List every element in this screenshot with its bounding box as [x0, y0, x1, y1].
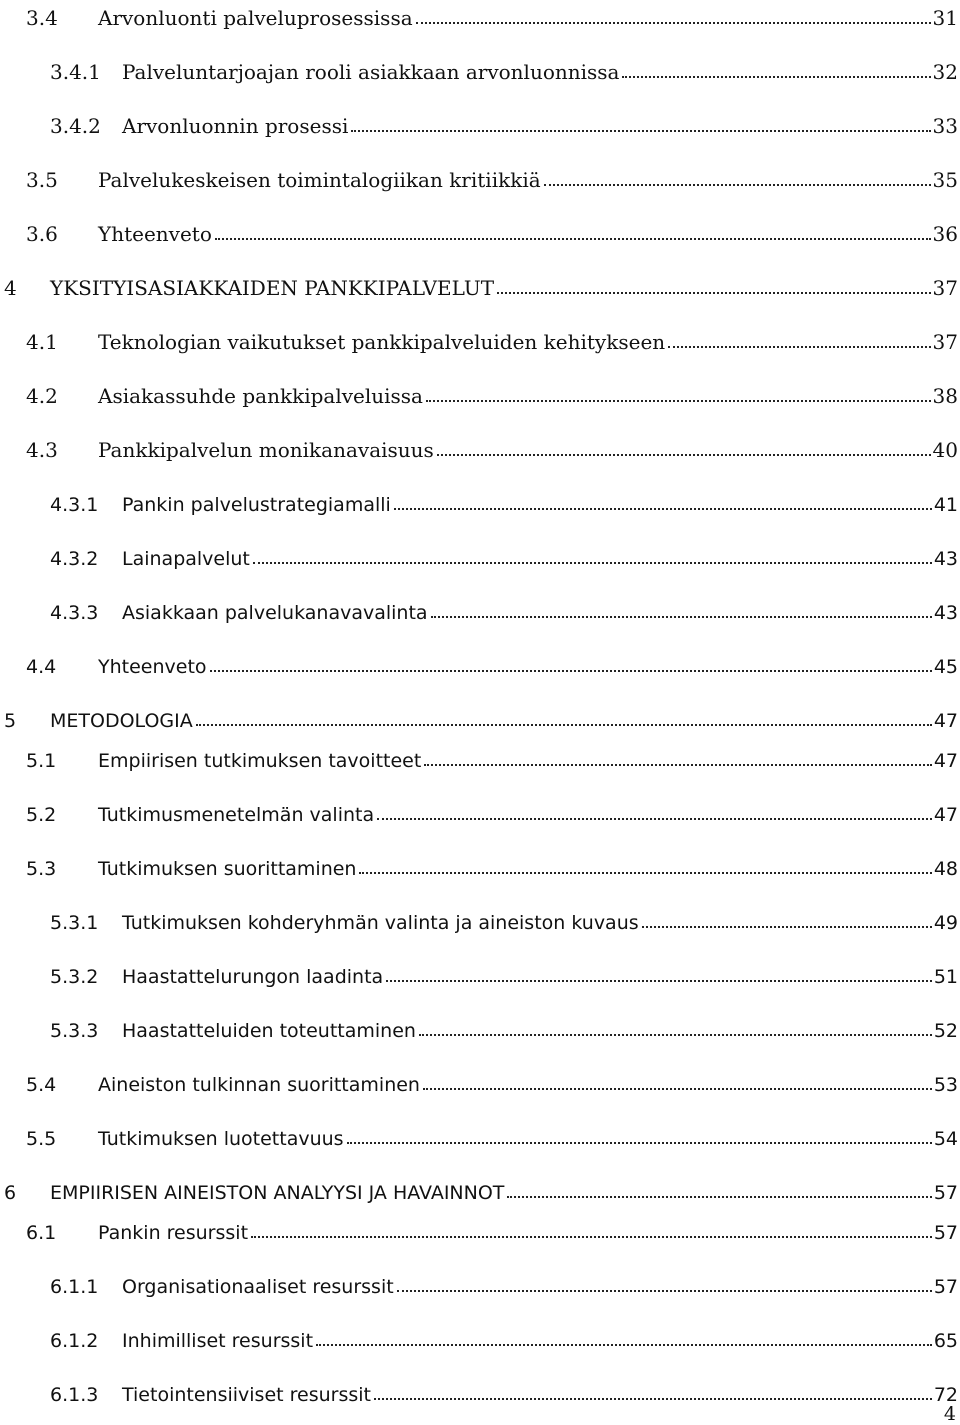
toc-entry-number: 3.6	[26, 222, 58, 246]
toc-entry-number: 6.1.1	[50, 1276, 99, 1298]
toc-entry-title: Pankin resurssit	[98, 1222, 249, 1244]
toc-entry-page: 57	[933, 1276, 958, 1298]
toc-entry-title: YKSITYISASIAKKAIDEN PANKKIPALVELUT	[50, 276, 495, 300]
toc-entry[interactable]	[0, 1322, 958, 1352]
toc-entry[interactable]	[0, 796, 958, 826]
toc-leader-dots	[622, 75, 930, 78]
toc-leader-dots	[316, 1343, 932, 1346]
toc-entry-title: Tutkimuksen luotettavuus	[98, 1128, 344, 1150]
toc-entry[interactable]	[0, 594, 958, 624]
toc-entry-number: 6.1.2	[50, 1330, 99, 1352]
toc-entry-number: 4.1	[26, 330, 58, 354]
toc-entry-title: Organisationaaliset resurssit	[122, 1276, 394, 1298]
toc-entry-number: 3.4.1	[50, 60, 101, 84]
toc-entry-page: 65	[933, 1330, 958, 1352]
toc-entry-number: 6.1.3	[50, 1384, 99, 1406]
toc-entry-page: 41	[933, 494, 958, 516]
toc-entry-page: 36	[932, 222, 958, 246]
toc-entry-title: Aineiston tulkinnan suorittaminen	[98, 1074, 420, 1096]
toc-entry[interactable]	[0, 1066, 958, 1096]
toc-leader-dots	[210, 669, 932, 672]
toc-entry-number: 5	[4, 710, 17, 732]
toc-leader-dots	[424, 763, 932, 766]
toc-entry-page: 48	[933, 858, 958, 880]
toc-entry-title: Empiirisen tutkimuksen tavoitteet	[98, 750, 422, 772]
toc-entry-title: EMPIIRISEN AINEISTON ANALYYSI JA HAVAINNOT	[50, 1182, 505, 1204]
toc-entry-page: 45	[933, 656, 958, 678]
toc-entry-title: Tutkimusmenetelmän valinta	[98, 804, 375, 826]
toc-leader-dots	[431, 615, 932, 618]
toc-entry-title: Tietointensiiviset resurssit	[122, 1384, 371, 1406]
toc-entry[interactable]	[0, 378, 958, 408]
toc-entry-page: 37	[932, 276, 958, 300]
toc-leader-dots	[397, 1289, 932, 1292]
toc-entry[interactable]	[0, 540, 958, 570]
toc-entry[interactable]	[0, 742, 958, 772]
toc-entry-number: 3.5	[26, 168, 58, 192]
toc-entry-number: 6.1	[26, 1222, 57, 1244]
toc-entry-page: 51	[933, 966, 958, 988]
toc-entry[interactable]	[0, 324, 958, 354]
toc-entry-number: 5.3.3	[50, 1020, 99, 1042]
toc-entry-title: Arvonluonti palveluprosessissa	[98, 6, 413, 30]
toc-entry[interactable]	[0, 702, 958, 732]
toc-entry-title: Palveluntarjoajan rooli asiakkaan arvonluonnissa	[122, 60, 620, 84]
toc-entry-number: 5.2	[26, 804, 57, 826]
toc-entry[interactable]	[0, 904, 958, 934]
toc-entry-number: 4.3.3	[50, 602, 99, 624]
toc-leader-dots	[215, 237, 931, 240]
toc-entry[interactable]	[0, 850, 958, 880]
page-number: 4	[943, 1403, 956, 1425]
toc-entry-page: 54	[933, 1128, 958, 1150]
toc-entry[interactable]	[0, 486, 958, 516]
toc-leader-dots	[497, 291, 931, 294]
toc-entry-title: METODOLOGIA	[50, 710, 193, 732]
toc-entry-number: 4	[4, 276, 17, 300]
toc-entry[interactable]	[0, 162, 958, 192]
toc-entry-page: 31	[932, 6, 958, 30]
toc-leader-dots	[426, 399, 931, 402]
toc-entry[interactable]	[0, 270, 958, 300]
toc-entry-page: 53	[933, 1074, 958, 1096]
toc-entry-page: 49	[933, 912, 958, 934]
toc-entry-page: 38	[932, 384, 958, 408]
toc-leader-dots	[251, 1235, 932, 1238]
toc-leader-dots	[253, 561, 932, 564]
toc-entry[interactable]	[0, 432, 958, 462]
toc-entry-title: Teknologian vaikutukset pankkipalveluiden kehitykseen	[98, 330, 666, 354]
toc-entry-number: 4.4	[26, 656, 57, 678]
toc-entry[interactable]	[0, 216, 958, 246]
toc-entry-page: 57	[933, 1222, 958, 1244]
toc-entry-title: Palvelukeskeisen toimintalogiikan kritiikkiä	[98, 168, 541, 192]
toc-entry-page: 47	[933, 750, 958, 772]
toc-leader-dots	[359, 871, 931, 874]
toc-entry-page: 43	[933, 602, 958, 624]
toc-entry-title: Pankkipalvelun monikanavaisuus	[98, 438, 434, 462]
toc-entry[interactable]	[0, 958, 958, 988]
toc-entry-title: Tutkimuksen kohderyhmän valinta ja aineiston kuvaus	[122, 912, 639, 934]
toc-entry-page: 43	[933, 548, 958, 570]
toc-leader-dots	[347, 1141, 932, 1144]
toc-entry-number: 6	[4, 1182, 17, 1204]
toc-entry-number: 3.4	[26, 6, 58, 30]
toc-entry-title: Yhteenveto	[98, 656, 207, 678]
toc-leader-dots	[507, 1195, 931, 1198]
toc-entry-title: Asiakassuhde pankkipalveluissa	[98, 384, 423, 408]
toc-entry-title: Lainapalvelut	[122, 548, 250, 570]
toc-entry-title: Tutkimuksen suorittaminen	[98, 858, 357, 880]
toc-entry[interactable]	[0, 1268, 958, 1298]
toc-entry[interactable]	[0, 1376, 958, 1406]
toc-entry-number: 5.1	[26, 750, 57, 772]
toc-entry[interactable]	[0, 1174, 958, 1204]
toc-leader-dots	[642, 925, 932, 928]
toc-leader-dots	[544, 183, 931, 186]
toc-entry-title: Pankin palvelustrategiamalli	[122, 494, 391, 516]
toc-entry-number: 5.3	[26, 858, 57, 880]
toc-entry-number: 4.2	[26, 384, 58, 408]
toc-leader-dots	[423, 1087, 932, 1090]
toc-entry-number: 5.4	[26, 1074, 57, 1096]
toc-entry-page: 32	[932, 60, 958, 84]
toc-entry-page: 72	[933, 1384, 958, 1406]
toc-entry[interactable]	[0, 648, 958, 678]
toc-entry-number: 5.3.2	[50, 966, 99, 988]
toc-leader-dots	[196, 723, 932, 726]
toc-entry-page: 35	[932, 168, 958, 192]
toc-entry[interactable]	[0, 1120, 958, 1150]
toc-entry-page: 52	[933, 1020, 958, 1042]
toc-entry-title: Haastatteluiden toteuttaminen	[122, 1020, 416, 1042]
toc-leader-dots	[394, 507, 932, 510]
toc-entry-page: 37	[932, 330, 958, 354]
toc-entry-page: 47	[933, 804, 958, 826]
toc-entry-title: Yhteenveto	[98, 222, 212, 246]
toc-entry[interactable]	[0, 54, 958, 84]
toc-entry-number: 5.5	[26, 1128, 57, 1150]
toc-leader-dots	[416, 21, 931, 24]
toc-entry-number: 4.3.1	[50, 494, 99, 516]
toc-entry-page: 40	[932, 438, 958, 462]
toc-entry-title: Haastattelurungon laadinta	[122, 966, 384, 988]
toc-entry-number: 3.4.2	[50, 114, 101, 138]
toc-entry-page: 33	[932, 114, 958, 138]
toc-entry-page: 47	[933, 710, 958, 732]
toc-entry-number: 4.3	[26, 438, 58, 462]
toc-entry[interactable]	[0, 0, 958, 30]
toc-entry-page: 57	[933, 1182, 958, 1204]
toc-entry-title: Inhimilliset resurssit	[122, 1330, 314, 1352]
toc-entry[interactable]	[0, 1214, 958, 1244]
toc-leader-dots	[419, 1033, 932, 1036]
toc-leader-dots	[437, 453, 931, 456]
toc-entry-number: 5.3.1	[50, 912, 99, 934]
toc-entry[interactable]	[0, 1012, 958, 1042]
toc-leader-dots	[668, 345, 930, 348]
toc-entry-title: Arvonluonnin prosessi	[122, 114, 349, 138]
toc-entry[interactable]	[0, 108, 958, 138]
toc-leader-dots	[386, 979, 932, 982]
toc-leader-dots	[374, 1397, 932, 1400]
toc-entry-number: 4.3.2	[50, 548, 99, 570]
toc-leader-dots	[377, 817, 932, 820]
toc-entry-title: Asiakkaan palvelukanavavalinta	[122, 602, 428, 624]
toc-leader-dots	[351, 129, 930, 132]
